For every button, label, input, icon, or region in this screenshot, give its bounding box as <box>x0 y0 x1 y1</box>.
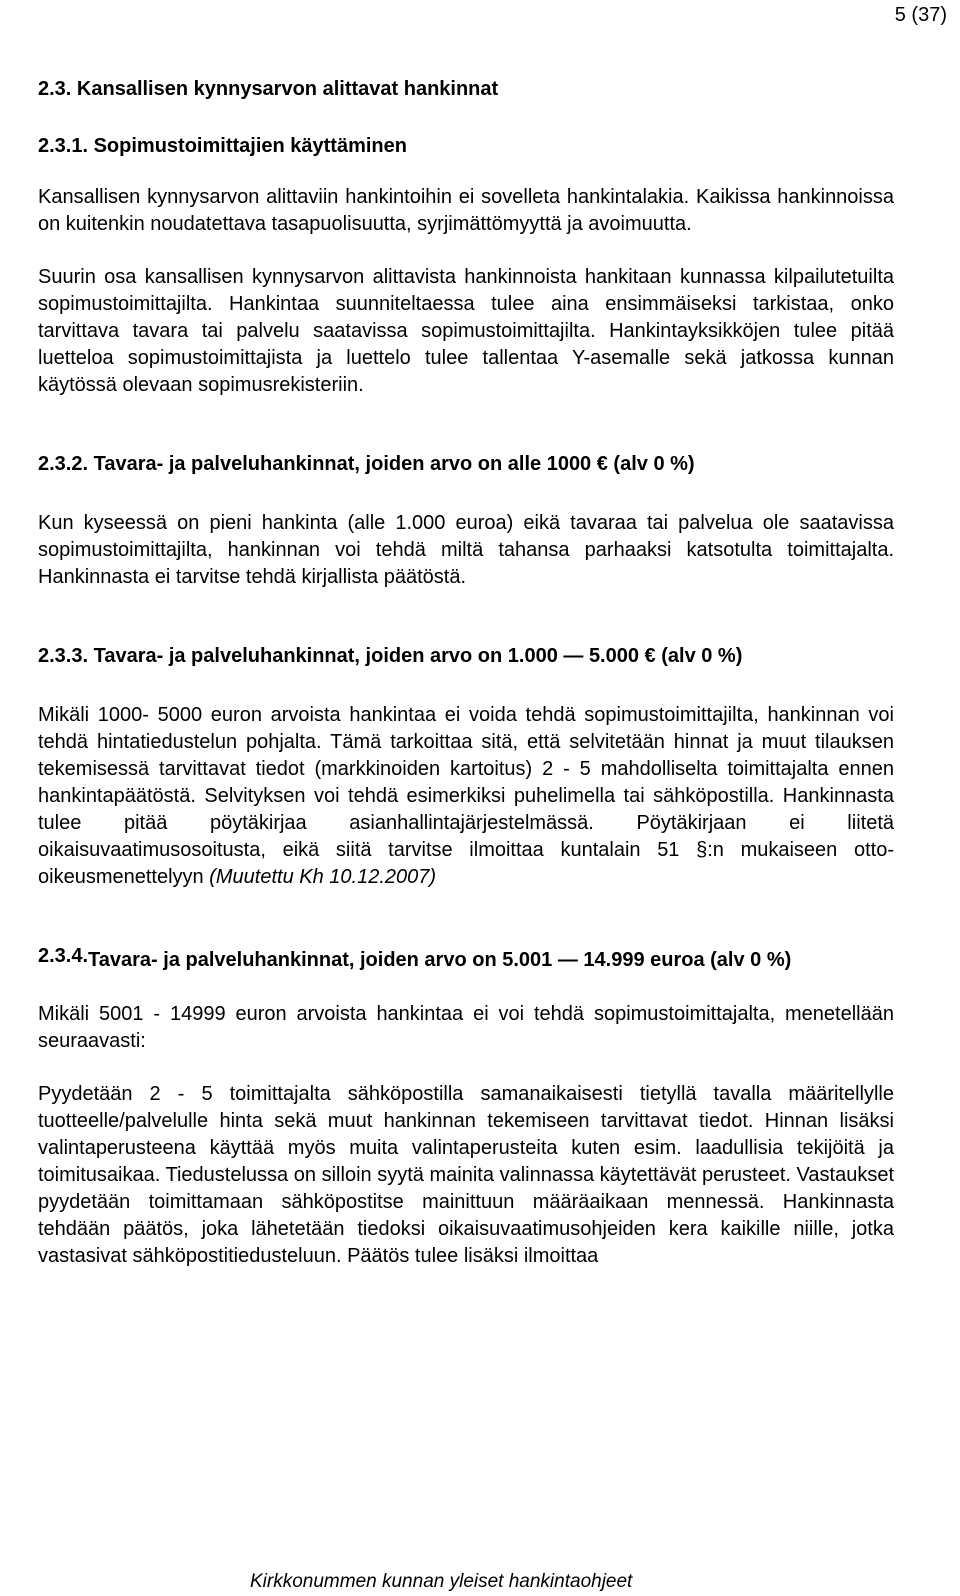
paragraph: Mikäli 5001 - 14999 euron arvoista hankintaa ei voi tehdä sopimustoimittajalta, menetellään seuraavasti: <box>38 1003 894 1052</box>
heading-2-3-2: 2.3.2. Tavara- ja palveluhankinnat, joiden arvo on alle 1000 € (alv 0 %) <box>38 453 695 475</box>
paragraph <box>38 702 894 891</box>
heading-number: 2.3.4. <box>38 945 89 967</box>
page-number: 5 (37) <box>894 4 947 26</box>
amendment-note: (Muutettu Kh 10.12.2007) <box>209 866 437 888</box>
heading-2-3-4 <box>38 945 894 975</box>
paragraph-text: Mikäli 1000- 5000 euron arvoista hankintaa ei voida tehdä sopimustoimittajilta, hankinnan voi tehdä hintatiedustelun pohjalta. Tämä tarkoittaa sitä, että selvitetään hinnat ja muut tilauksen tekemisessä tarvittavat tiedot (markkinoiden kartoitus) 2 - 5 mahdolliselta toimittajalta ennen hankintapäätöstä. Selvityksen voi tehdä esimerkiksi puhelimella tai sähköpostilla. Hankinnasta tulee pitää pöytäkirjaa asianhallintajärjestelmässä. Pöytäkirjaan ei liitetä oikaisuvaatimusosoitusta, eikä siitä tarvitse ilmoittaa kuntalain 51 §:n mukaiseen otto-oikeusmenettelyyn <box>38 704 894 888</box>
paragraph: Suurin osa kansallisen kynnysarvon alittavista hankinnoista hankitaan kunnassa kilpailutetuilta sopimustoimittajilta. Hankintaa suunniteltaessa tulee aina ensimmäiseksi tarkistaa, onko tarvittava tavara tai palvelu saatavissa sopimustoimittajilta. Hankintayksikköjen tulee pitää luetteloa sopimustoimittajista ja luettelo tulee tallentaa Y-asemalle sekä jatkossa kunnan käytössä olevaan sopimusrekisteriin. <box>38 266 894 396</box>
heading-2-3: 2.3. Kansallisen kynnysarvon alittavat hankinnat <box>38 78 499 100</box>
paragraph: Pyydetään 2 - 5 toimittajalta sähköpostilla samanaikaisesti tietyllä tavalla määritellylle tuotteelle/palvelulle hinta sekä muut hankinnan tekemiseen tarvittavat tiedot. Hinnan lisäksi valintaperusteena käyttää myös muita valintaperusteita kuten esim. laadullisia tekijöitä ja toimitusaikaa. Tiedustelussa on silloin syytä mainita valinnassa käytettävät perusteet. Vastaukset pyydetään toimittamaan sähköpostitse mainittuun määräaikaan mennessä. Hankinnasta tehdään päätös, joka lähetetään tiedoksi oikaisuvaatimusohjeiden kera kaikille niille, jotka vastasivat sähköpostitiedusteluun. Päätös tulee lisäksi ilmoittaa <box>38 1083 894 1267</box>
heading-2-3-3: 2.3.3. Tavara- ja palveluhankinnat, joiden arvo on 1.000 — 5.000 € (alv 0 %) <box>38 645 743 667</box>
paragraph: Kansallisen kynnysarvon alittaviin hankintoihin ei sovelleta hankintalakia. Kaikissa hankinnoissa on kuitenkin noudatettava tasapuolisuutta, syrjimättömyyttä ja avoimuutta. <box>38 186 894 235</box>
document-body <box>38 78 894 1270</box>
page-footer: Kirkkonummen kunnan yleiset hankintaohjeet <box>250 1571 633 1592</box>
heading-text: Tavara- ja palveluhankinnat, joiden arvo on 5.001 — 14.999 euroa (alv 0 %) <box>88 949 792 971</box>
heading-2-3-1: 2.3.1. Sopimustoimittajien käyttäminen <box>38 135 407 157</box>
paragraph: Kun kyseessä on pieni hankinta (alle 1.000 euroa) eikä tavaraa tai palvelua ole saatavissa sopimustoimittajilta, hankinnan voi tehdä miltä tahansa parhaaksi katsotulta toimittajalta. Hankinnasta ei tarvitse tehdä kirjallista päätöstä. <box>38 512 894 588</box>
